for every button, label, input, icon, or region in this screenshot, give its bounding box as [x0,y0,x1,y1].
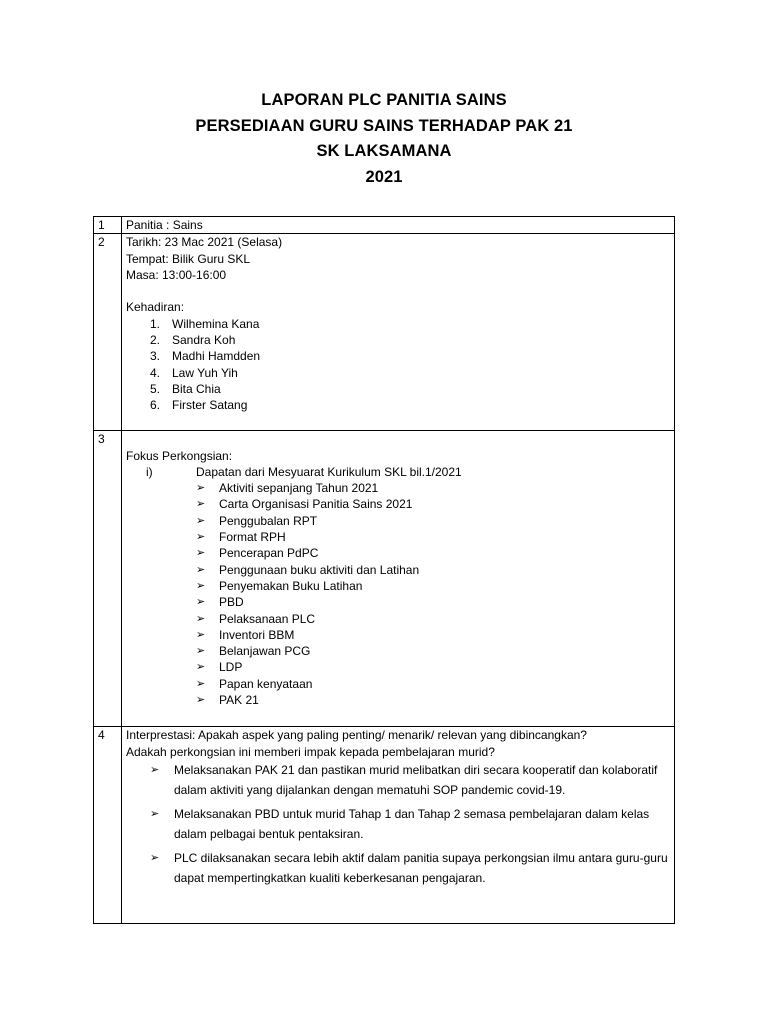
list-item: ➢ PBD [196,595,244,610]
list-item: 3. Madhi Hamdden [150,349,261,364]
arrow-bullet-icon: ➢ [196,547,206,560]
impak-question: Adakah perkongsian ini memberi impak kepada pembelajaran murid? [126,744,495,759]
table-row [94,727,675,924]
list-item: ➢ LDP [196,660,243,675]
arrow-bullet-icon: ➢ [196,579,206,592]
arrow-bullet-icon: ➢ [196,563,206,576]
title-line-1: LAPORAN PLC PANITIA SAINS [261,91,507,109]
tempat-text: Tempat: Bilik Guru SKL [126,251,251,266]
arrow-bullet-icon: ➢ [196,612,206,625]
arrow-bullet-icon: ➢ [196,694,206,707]
arrow-bullet-icon: ➢ [196,677,206,690]
list-item: ➢ Carta Organisasi Panitia Sains 2021 [196,497,413,512]
list-item: ➢ Pelaksanaan PLC [196,611,316,626]
fokus-topic-list [126,480,670,708]
list-item: 4. Law Yuh Yih [150,365,238,380]
list-item: ➢ Melaksanakan PAK 21 dan pastikan murid melibatkan diri secara kooperatif dan kolaboratif dalam aktiviti yang dijalankan dengan mematuhi SOP pandemic covid-19. [126,760,670,800]
arrow-bullet-icon: ➢ [196,498,206,511]
row-number: 2 [94,234,122,431]
panitia-text: Panitia : Sains [126,218,203,232]
arrow-bullet-icon: ➢ [196,531,206,544]
title-line-3: SK LAKSAMANA [316,142,452,160]
list-item: ➢ Inventori BBM [196,627,295,642]
title-line-4: 2021 [365,167,403,186]
list-item: ➢ PLC dilaksanakan secara lebih aktif dalam panitia supaya perkongsian ilmu antara guru-guru dapat mempertingkatkan kualiti keberkesanan pengajaran. [126,848,670,888]
list-item: 5. Bita Chia [150,381,221,396]
fokus-cell [122,431,675,727]
title-line-2: PERSEDIAAN GURU SAINS TERHADAP PAK 21 [195,116,573,135]
list-item: 6. Firster Satang [150,398,248,413]
list-item: ➢ Penggubalan RPT [196,513,318,528]
attendee-list [126,316,670,414]
list-item: ➢ Penggunaan buku aktiviti dan Latihan [196,562,420,577]
list-item: ➢ PAK 21 [196,693,259,708]
arrow-bullet-icon: ➢ [150,807,160,820]
fokus-label: Fokus Perkongsian: [126,448,233,463]
list-item: ➢ Papan kenyataan [196,676,313,691]
list-item: ➢ Penyemakan Buku Latihan [196,578,363,593]
arrow-bullet-icon: ➢ [150,851,160,864]
arrow-bullet-icon: ➢ [196,596,206,609]
masa-text: Masa: 13:00-16:00 [126,267,227,282]
report-table [93,216,675,924]
interpretasi-cell [122,727,675,924]
table-row [94,217,675,234]
list-item: ➢ Pencerapan PdPC [196,546,319,561]
meeting-details-cell [122,234,675,431]
arrow-bullet-icon: ➢ [196,628,206,641]
row-number: 4 [94,727,122,924]
interpretasi-points [126,760,670,888]
kehadiran-label: Kehadiran: [126,300,185,315]
list-item: ➢ Belanjawan PCG [196,644,311,659]
list-item: ➢ Format RPH [196,530,286,545]
tarikh-text: Tarikh: 23 Mac 2021 (Selasa) [126,235,283,250]
arrow-bullet-icon: ➢ [196,661,206,674]
list-item: 1. Wilhemina Kana [150,316,260,331]
arrow-bullet-icon: ➢ [196,514,206,527]
table-row [94,431,675,727]
report-title [0,88,768,190]
list-item: ➢ Melaksanakan PBD untuk murid Tahap 1 dan Tahap 2 semasa pembelajaran dalam kelas dalam pelbagai bentuk pentaksiran. [126,804,670,844]
arrow-bullet-icon: ➢ [150,763,160,776]
list-item: ➢ Aktiviti sepanjang Tahun 2021 [196,481,379,496]
table-row [94,234,675,431]
interpretasi-question: Interprestasi: Apakah aspek yang paling penting/ menarik/ relevan yang dibincangkan? [126,728,587,743]
row-number: 1 [94,217,122,234]
row-number: 3 [94,431,122,727]
arrow-bullet-icon: ➢ [196,482,206,495]
list-item: 2. Sandra Koh [150,333,236,348]
fokus-subheading: i) Dapatan dari Mesyuarat Kurikulum SKL bil.1/2021 [146,464,462,479]
panitia-cell [122,217,675,234]
arrow-bullet-icon: ➢ [196,645,206,658]
